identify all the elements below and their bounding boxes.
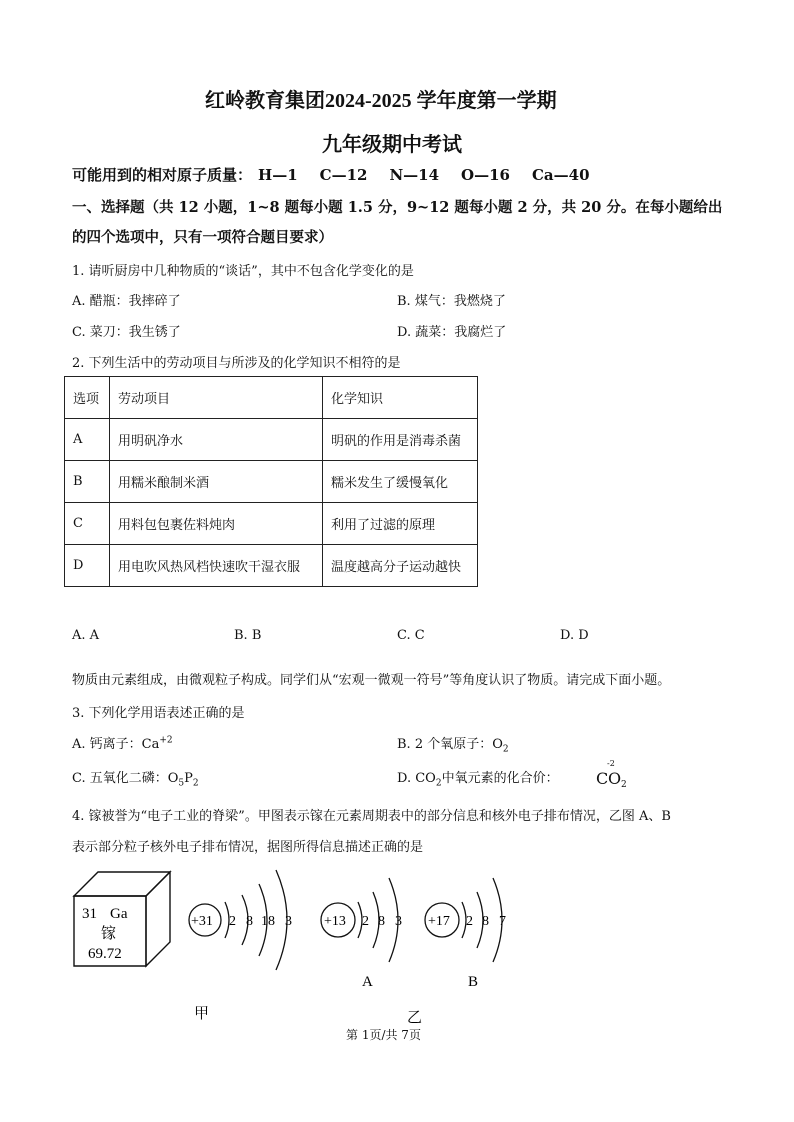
ga-shell-4: 3 [285, 914, 292, 929]
page-number: 第 1页/共 7页 [346, 1028, 421, 1042]
valence-formula [596, 760, 636, 792]
q3-b-text: B. 2 个氧原子：O [397, 737, 503, 752]
atom-b-shell-2: 8 [482, 914, 489, 929]
atom-a-label: A [362, 974, 373, 990]
q3-c-text: C. 五氧化二磷：O [72, 771, 179, 786]
q3-option-a [72, 733, 173, 752]
q3-c-sub2: 2 [192, 778, 199, 789]
atomic-mass-item: H—1 [258, 166, 298, 184]
figure-label-jia: 甲 [194, 1006, 210, 1022]
table-cell: 糯米发生了缓慢氧化 [323, 461, 478, 503]
atom-a-shell-1: 2 [362, 914, 369, 929]
q3-option-c [72, 767, 199, 789]
table-header-cell: 劳动项目 [110, 377, 323, 419]
table-header-cell: 化学知识 [323, 377, 478, 419]
q3-d-sub: 2 [435, 778, 442, 789]
table-cell: 温度越高分子运动越快 [323, 545, 478, 587]
table-cell: 用糯米酿制米酒 [110, 461, 323, 503]
q3-option-b [397, 733, 509, 755]
atomic-masses [72, 164, 612, 185]
q3-d-rest: 中氧元素的化合价： [441, 771, 559, 786]
atom-b-shell-3: 7 [499, 914, 506, 929]
q3-b-sub: 2 [502, 744, 509, 755]
q1-option-b: B. 煤气：我燃烧了 [397, 294, 506, 309]
question-4-stem: 4. 镓被誉为“电子工业的脊梁”。甲图表示镓在元素周期表中的部分信息和核外电子排布情况，乙图 A、B [72, 809, 671, 824]
figure-label-yi: 乙 [407, 1010, 423, 1026]
atomic-masses-label: 可能用到的相对原子质量： [72, 166, 253, 184]
table-cell: A [65, 419, 110, 461]
q3-a-text: A. 钙离子：Ca [72, 737, 160, 752]
valence-formula-c: C [596, 769, 609, 788]
table-row [65, 545, 478, 587]
element-mass: 69.72 [88, 946, 122, 962]
atomic-mass-item: N—14 [389, 166, 440, 184]
atom-b-nucleus: +17 [428, 914, 450, 929]
ga-shell-3: 18 [261, 914, 275, 929]
element-number: 31 [82, 906, 97, 922]
question-4-stem-cont: 表示部分粒子核外电子排布情况，据图所得信息描述正确的是 [72, 840, 424, 855]
q2-table [64, 376, 478, 587]
atom-b-label: B [468, 974, 479, 990]
question-2-stem: 2. 下列生活中的劳动项目与所涉及的化学知识不相符的是 [72, 356, 401, 371]
q2-option-a: A. A [72, 628, 100, 643]
element-symbol: Ga [110, 906, 128, 922]
q1-option-c: C. 菜刀：我生锈了 [72, 325, 181, 340]
element-name: 镓 [101, 926, 117, 942]
atom-a-nucleus: +13 [324, 914, 346, 929]
question-3-stem: 3. 下列化学用语表述正确的是 [72, 706, 245, 721]
page-title: 红岭教育集团2024-2025 学年度第一学期 [205, 90, 557, 112]
ga-nucleus: +31 [191, 914, 213, 929]
table-cell: C [65, 503, 110, 545]
atomic-mass-item: Ca—40 [531, 166, 590, 184]
atom-a-shell-3: 3 [395, 914, 402, 929]
table-row [65, 503, 478, 545]
table-row [65, 419, 478, 461]
table-cell: 用电吹风热风档快速吹干湿衣服 [110, 545, 323, 587]
section-heading: 一、选择题（共 12 小题，1~8 题每小题 1.5 分，9~12 题每小题 2 分，共 20 分。在每小题给出 [72, 199, 723, 216]
table-header-row [65, 377, 478, 419]
valence-mark: -2 [607, 759, 615, 768]
q2-option-c: C. C [397, 628, 425, 643]
atom-a-shell-2: 8 [378, 914, 385, 929]
q3-d-text: D. CO [397, 771, 436, 786]
ga-shell-2: 8 [246, 914, 253, 929]
q4-figure [60, 862, 520, 1026]
valence-formula-sub: 2 [621, 780, 627, 790]
table-header-cell: 选项 [65, 377, 110, 419]
question-1-stem: 1. 请听厨房中几种物质的“谈话”，其中不包含化学变化的是 [72, 264, 414, 279]
q1-option-d: D. 蔬菜：我腐烂了 [397, 325, 507, 340]
q1-option-a: A. 醋瓶：我摔碎了 [72, 294, 181, 309]
table-cell: 利用了过滤的原理 [323, 503, 478, 545]
atomic-mass-item: O—16 [461, 166, 510, 184]
ga-shell-1: 2 [229, 914, 236, 929]
q3-c-sub1: 5 [178, 778, 185, 789]
table-cell: 用明矾净水 [110, 419, 323, 461]
valence-formula-o: O [608, 769, 622, 788]
page-subtitle: 九年级期中考试 [322, 134, 462, 156]
table-cell: B [65, 461, 110, 503]
atomic-mass-item: C—12 [319, 166, 368, 184]
table-cell: 用料包包裹佐料炖肉 [110, 503, 323, 545]
q3-a-sup: +2 [159, 735, 173, 746]
q3-option-d [397, 767, 559, 789]
table-cell: D [65, 545, 110, 587]
q3-c-mid: P [184, 771, 193, 786]
passage-intro: 物质由元素组成，由微观粒子构成。同学们从“宏观一微观一符号”等角度认识了物质。请完成下面小题。 [72, 673, 671, 688]
table-cell: 明矾的作用是消毒杀菌 [323, 419, 478, 461]
table-row [65, 461, 478, 503]
q2-option-b: B. B [234, 628, 262, 643]
section-heading-cont: 的四个选项中，只有一项符合题目要求） [72, 229, 333, 246]
q2-option-d: D. D [560, 628, 589, 643]
atom-b-shell-1: 2 [466, 914, 473, 929]
